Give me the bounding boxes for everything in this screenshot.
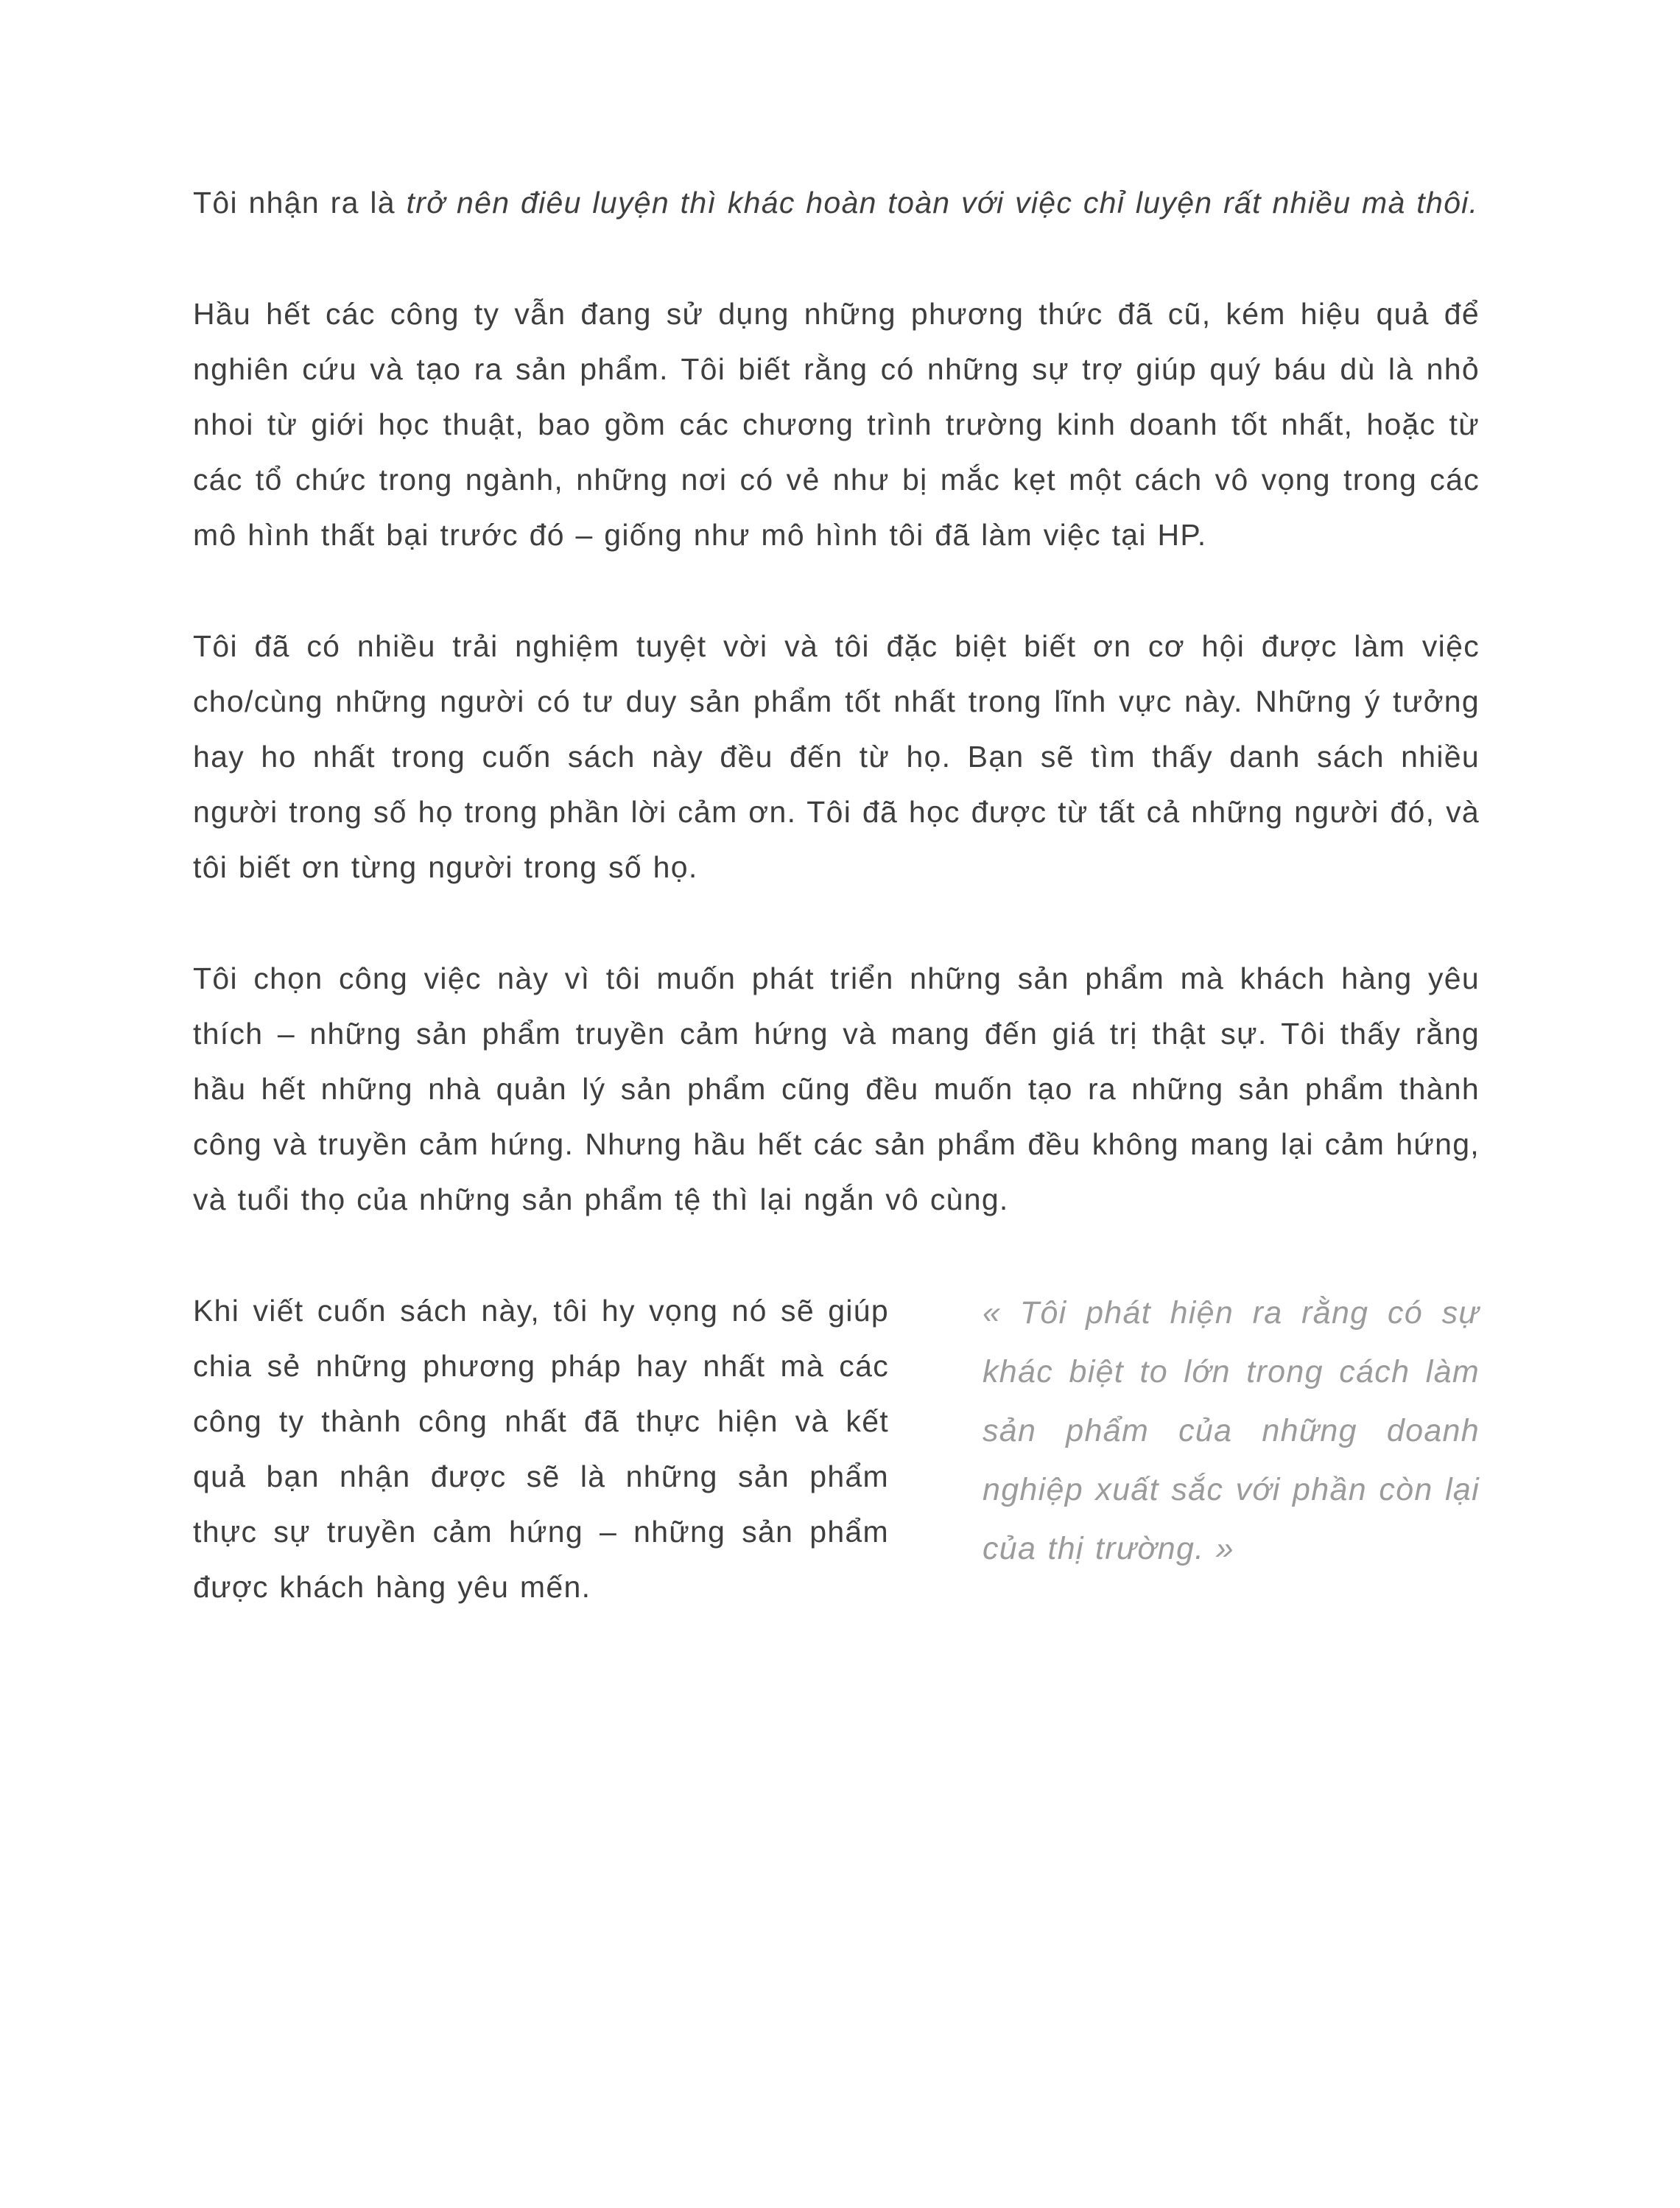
pull-quote: « Tôi phát hiện ra rằng có sự khác biệt to lớn trong cách làm sản phẩm của những doanh nghiệp xuất sắc với phần còn lại của thị trường. » [983,1295,1480,1566]
paragraph-intro [193,175,1480,231]
two-column-section [193,1283,1480,1615]
intro-italic-text: trở nên điêu luyện thì khác hoàn toàn với việc chỉ luyện rất nhiều mà thôi. [406,186,1479,220]
paragraph-gratitude: Tôi đã có nhiều trải nghiệm tuyệt vời và tôi đặc biệt biết ơn cơ hội được làm việc cho/cùng những người có tư duy sản phẩm tốt nhất trong lĩnh vực này. Những ý tưởng hay ho nhất trong cuốn sách này đều đến từ họ. Bạn sẽ tìm thấy danh sách nhiều người trong số họ trong phần lời cảm ơn. Tôi đã học được từ tất cả những người đó, và tôi biết ơn từng người trong số họ. [193,629,1480,884]
paragraph-motivation: Tôi chọn công việc này vì tôi muốn phát triển những sản phẩm mà khách hàng yêu thích – những sản phẩm truyền cảm hứng và mang đến giá trị thật sự. Tôi thấy rằng hầu hết những nhà quản lý sản phẩm cũng đều muốn tạo ra những sản phẩm thành công và truyền cảm hứng. Nhưng hầu hết các sản phẩm đều không mang lại cảm hứng, và tuổi thọ của những sản phẩm tệ thì lại ngắn vô cùng. [193,961,1480,1216]
paragraph-methods: Hầu hết các công ty vẫn đang sử dụng những phương thức đã cũ, kém hiệu quả để nghiên cứu và tạo ra sản phẩm. Tôi biết rằng có những sự trợ giúp quý báu dù là nhỏ nhoi từ giới học thuật, bao gồm các chương trình trường kinh doanh tốt nhất, hoặc từ các tổ chức trong ngành, những nơi có vẻ như bị mắc kẹt một cách vô vọng trong các mô hình thất bại trước đó – giống như mô hình tôi đã làm việc tại HP. [193,297,1480,552]
intro-normal-text: Tôi nhận ra là [193,186,407,220]
closing-paragraph: Khi viết cuốn sách này, tôi hy vọng nó sẽ giúp chia sẻ những phương pháp hay nhất mà các công ty thành công nhất đã thực hiện và kết quả bạn nhận được sẽ là những sản phẩm thực sự truyền cảm hứng – những sản phẩm được khách hàng yêu mến. [193,1294,889,1604]
